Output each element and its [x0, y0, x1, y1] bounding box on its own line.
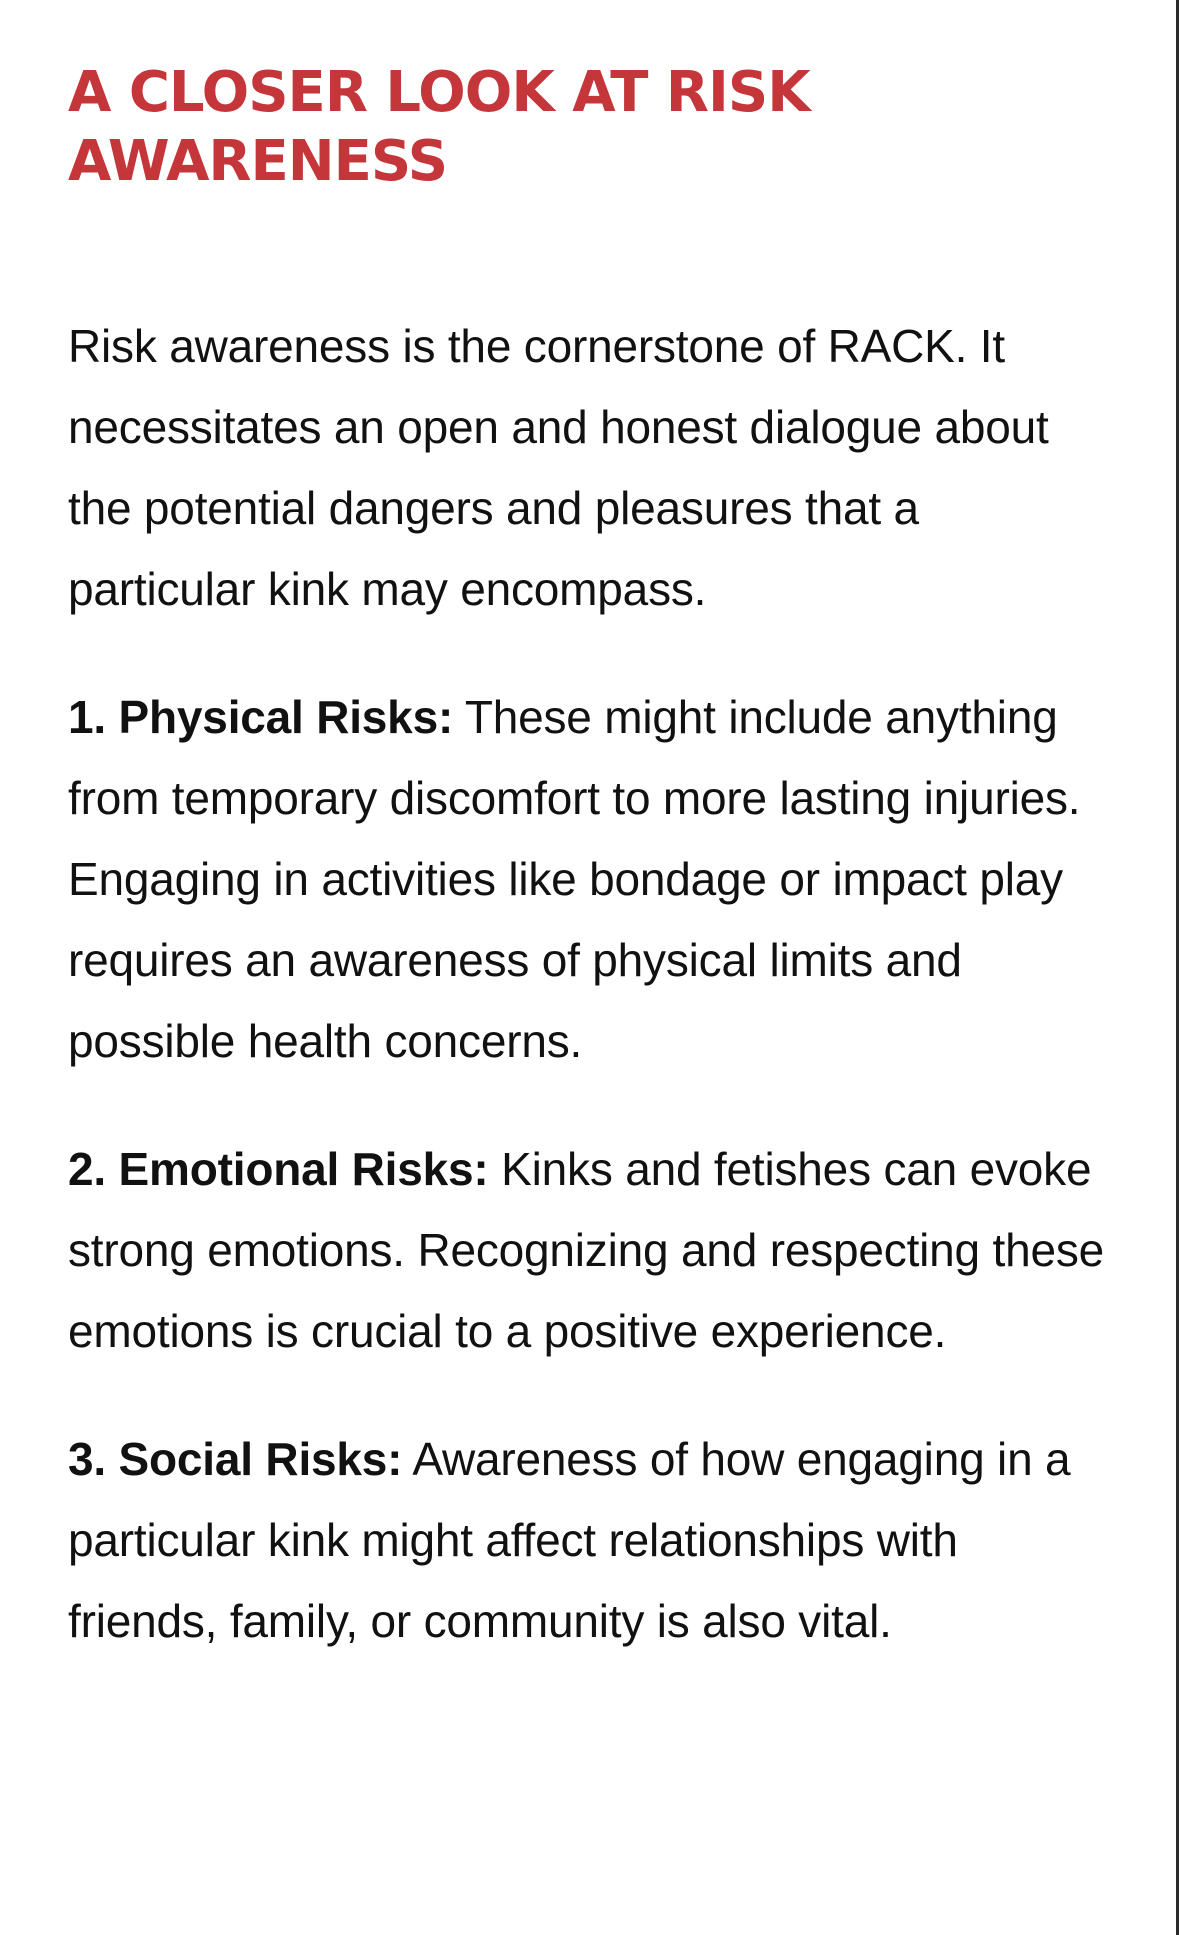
risk-text-emotional: Kinks and fetishes can evoke strong emotions. Recognizing and respecting these emotions is crucial to a positive experience. [68, 1143, 1105, 1357]
risk-label-emotional: 2. Emotional Risks: [68, 1143, 489, 1195]
risk-label-physical: 1. Physical Risks: [68, 691, 454, 743]
intro-paragraph: Risk awareness is the cornerstone of RACK. It necessitates an open and honest dialogue about the potential dangers and pleasures that a particular kink may encompass. [68, 320, 1049, 615]
risk-item-social [68, 1419, 1108, 1662]
risk-label-social: 3. Social Risks: [68, 1433, 403, 1485]
article [68, 58, 1108, 1662]
risk-text-social: Awareness of how engaging in a particular kink might affect relationships with friends, family, or community is also vital. [68, 1433, 1071, 1647]
article-heading: A CLOSER LOOK AT RISK AWARENESS [68, 60, 810, 194]
risk-text-physical: These might include anything from temporary discomfort to more lasting injuries. Engaging in activities like bondage or impact play requires an awareness of physical limits and possible health concerns. [68, 691, 1081, 1067]
risk-item-emotional [68, 1129, 1108, 1372]
risk-item-physical [68, 677, 1108, 1082]
